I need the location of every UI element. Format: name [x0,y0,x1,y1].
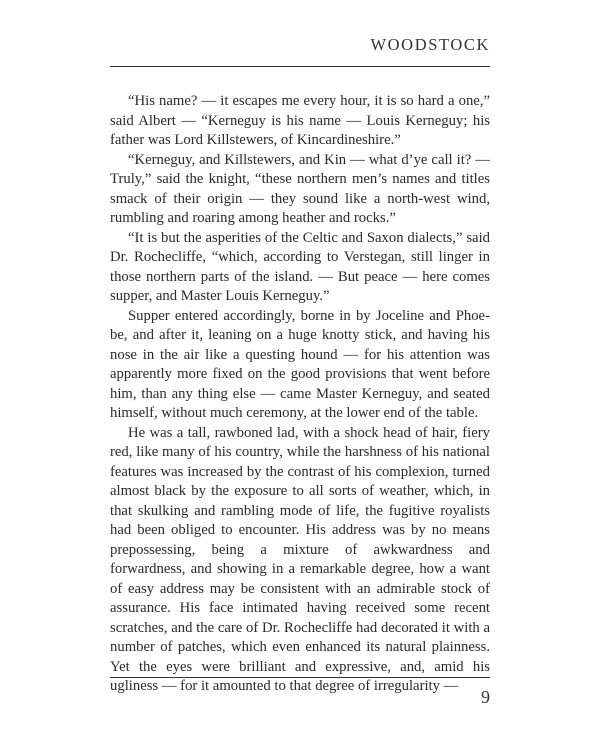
paragraph: “His name? — it escapes me every hour, it is so hard a one,” said Albert — “Kerneguy is his name — Louis Kerneguy; his father was Lord Killstewers, of Kincardineshire.” [110,93,490,148]
paragraph: “Kerneguy, and Killstewers, and Kin — what d’ye call it? — Truly,” said the knight, “these northern men’s names and titles smack of their origin — they sound like a north-west wind, rumbling and roaring among heather and rocks.” [110,151,490,226]
paragraph: He was a tall, rawboned lad, with a shock head of hair, fiery red, like many of his country, while the harshness of his national features was increased by the contrast of his complexion, turned almost black by the exposure to all sorts of weather, which, in that skulking and rambling mode of life, the fugitive royalists had been obliged to encounter. His address was by no means prepossessing, being a mixture of awkwardness and forwardness, and showing in a remarkable degree, how a want of easy address may be consistent with an admirable stock of assurance. His face intimated having received some recent scratches, and the care of Dr. Rochecliffe had decorated it with a number of patches, which even enhanced its natural plainness. Yet the eyes were brilliant and expressive, and, amid his ugliness — for it amounted to that degree of irregularity — [110,424,490,694]
page-number: 9 [481,687,490,707]
footer-rule [110,677,490,678]
running-head: WOODSTOCK [370,35,490,54]
paragraph: Supper entered accordingly, borne in by Joceline and Phoebe, and after it, leaning on a huge knotty stick, and having his nose in the air like a questing hound — for his attention was apparently more fixed on the good provisions that went before him, than any thing else — came Master Kerneguy, and seated himself, without much ceremony, at the lower end of the table. [110,307,490,421]
paragraph: “It is but the asperities of the Celtic and Saxon dialects,” said Dr. Rochecliffe, “which, according to Verstegan, still linger in those northern parts of the island. — But peace — here comes supper, and Master Louis Kerneguy.” [110,229,490,304]
header-rule [110,66,490,67]
body-text [110,92,490,697]
